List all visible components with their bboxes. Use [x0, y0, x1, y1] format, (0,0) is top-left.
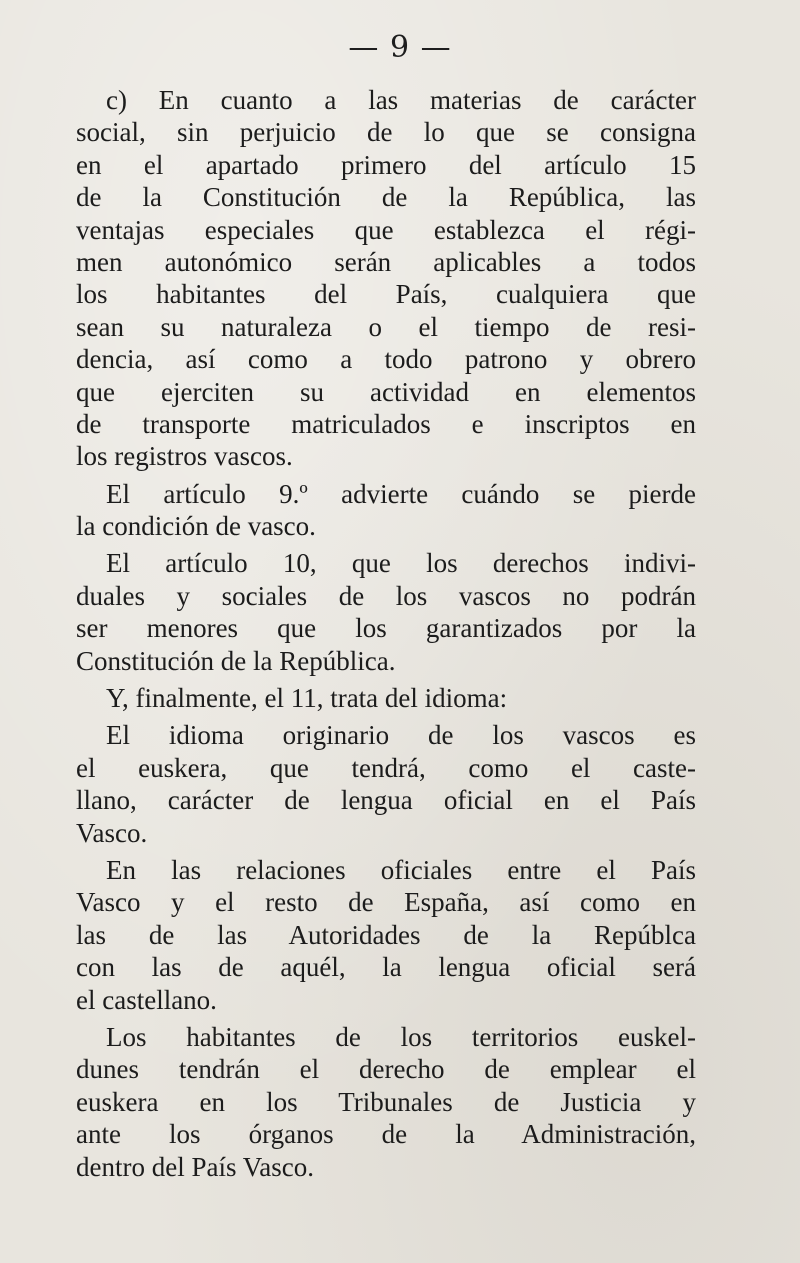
text-line: Los habitantes de los territorios euskel-	[106, 1021, 696, 1052]
text-line: El artículo 9.º advierte cuándo se pierde	[106, 478, 696, 509]
page-number: — 9 —	[348, 30, 452, 65]
text-line: con las de aquél, la lengua oficial será	[76, 952, 696, 983]
text-line: de transporte matriculados e inscriptos en	[76, 408, 696, 439]
text-line: el castellano.	[76, 984, 217, 1015]
paragraph	[76, 682, 696, 714]
text-line: sean su naturaleza o el tiempo de resi-	[76, 311, 696, 342]
text-line: ventajas especiales que establezca el régi-	[76, 214, 696, 245]
text-line: El artículo 10, que los derechos indivi-	[106, 548, 696, 579]
paragraph	[76, 719, 696, 849]
text-line: el euskera, que tendrá, como el caste-	[76, 752, 696, 783]
text-line: El idioma originario de los vascos es	[106, 720, 696, 751]
text-line: dencia, así como a todo patrono y obrero	[76, 344, 696, 375]
paragraph	[76, 478, 696, 543]
text-line: dunes tendrán el derecho de emplear el	[76, 1054, 696, 1085]
text-line: llano, carácter de lengua oficial en el País	[76, 785, 696, 816]
text-line: Vasco.	[76, 817, 148, 848]
text-line: euskera en los Tribunales de Justicia y	[76, 1086, 696, 1117]
text-line: social, sin perjuicio de lo que se consigna	[76, 117, 696, 148]
text-line: los habitantes del País, cualquiera que	[76, 279, 696, 310]
text-line: duales y sociales de los vascos no podrán	[76, 580, 696, 611]
text-line: c) En cuanto a las materias de carácter	[106, 85, 696, 115]
text-line: men autonómico serán aplicables a todos	[76, 246, 696, 277]
text-line: ser menores que los garantizados por la	[76, 613, 696, 644]
paragraph	[76, 854, 696, 1016]
paragraph	[76, 1021, 696, 1183]
text-line: en el apartado primero del artículo 15	[76, 149, 696, 180]
text-line: dentro del País Vasco.	[76, 1151, 314, 1182]
text-line: Y, finalmente, el 11, trata del idioma:	[106, 683, 508, 714]
paragraph	[76, 84, 696, 473]
text-line: En las relaciones oficiales entre el País	[106, 854, 696, 885]
text-line: Constitución de la República.	[76, 645, 396, 676]
text-line: los registros vascos.	[76, 441, 293, 472]
text-line: ante los órganos de la Administración,	[76, 1119, 696, 1150]
body-text	[76, 84, 696, 1183]
text-line: de la Constitución de la República, las	[76, 182, 696, 213]
text-line: la condición de vasco.	[76, 511, 316, 542]
text-line: Vasco y el resto de España, así como en	[76, 887, 696, 918]
text-line: que ejerciten su actividad en elementos	[76, 376, 696, 407]
text-line: las de las Autoridades de la Repúblca	[76, 919, 696, 950]
paragraph	[76, 547, 696, 677]
